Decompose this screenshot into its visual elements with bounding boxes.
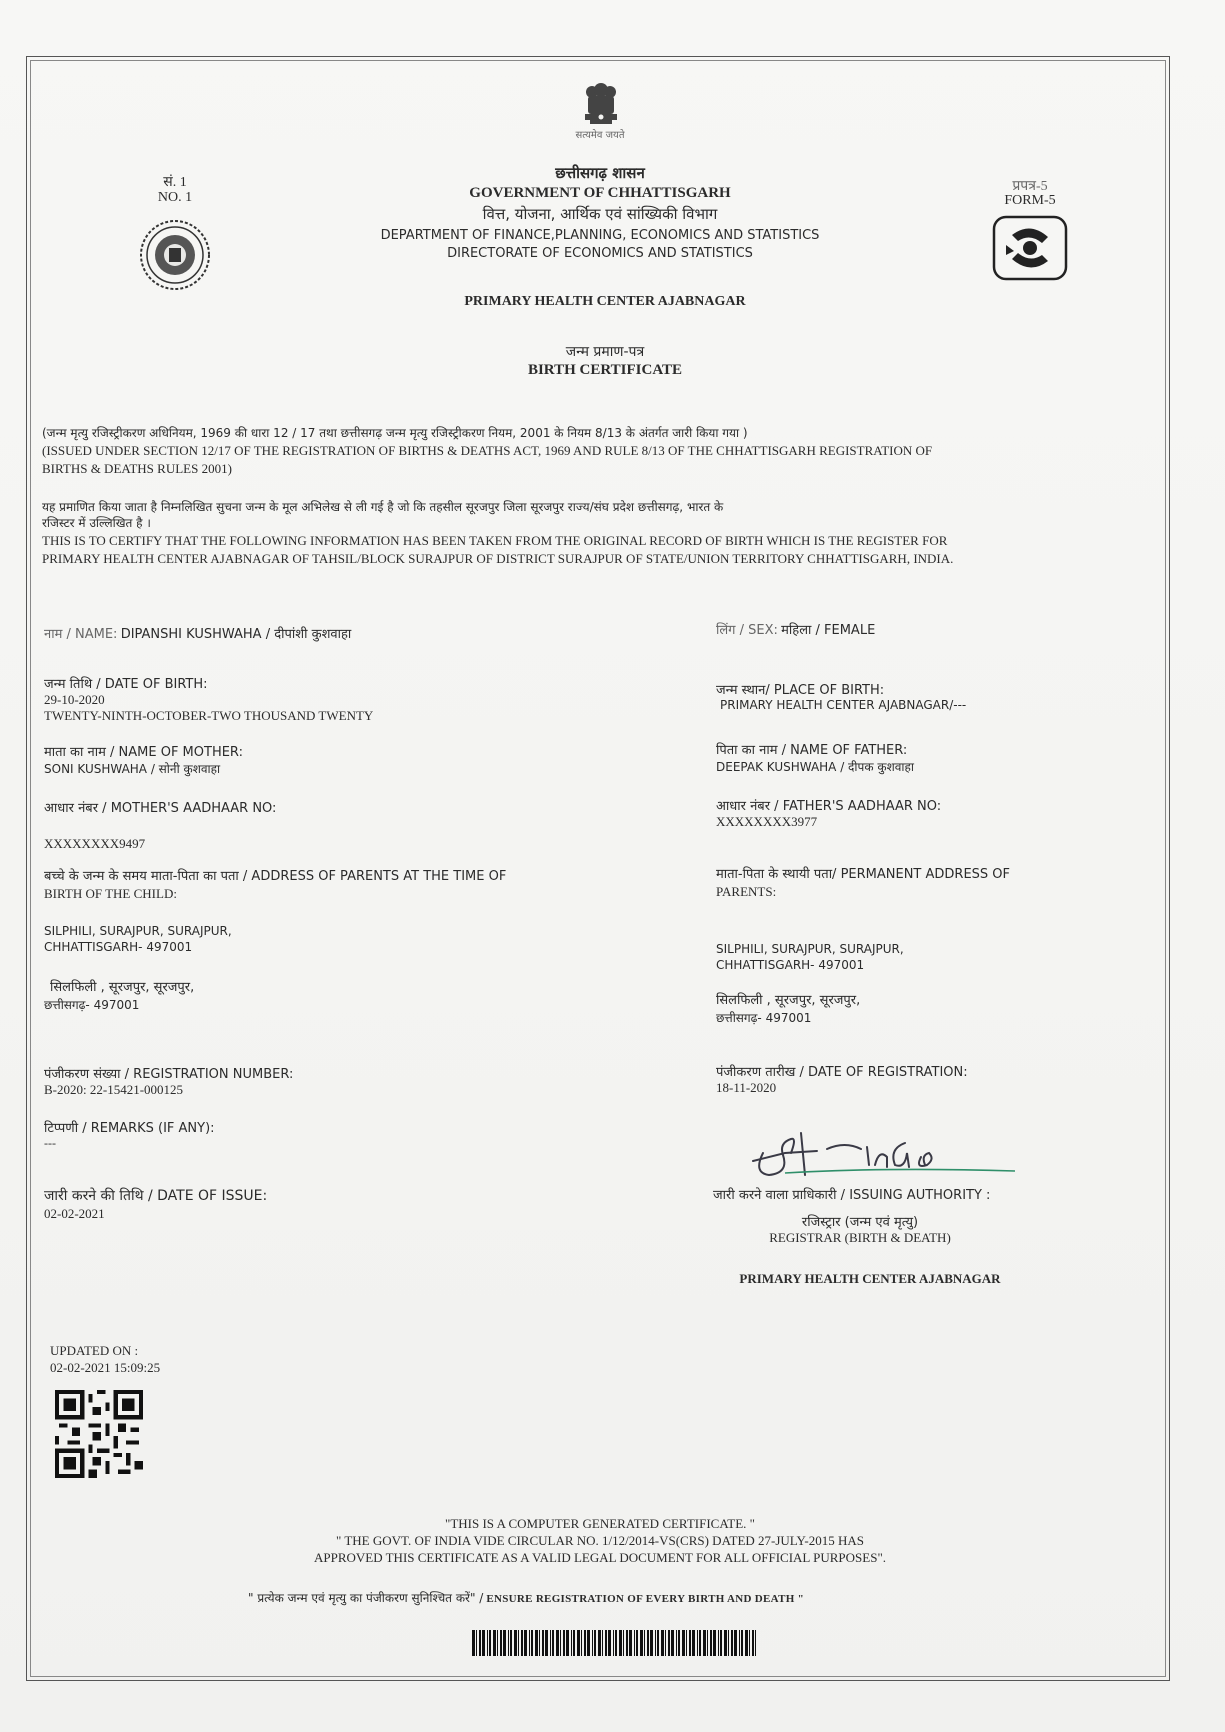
- permanent-address-label-1: माता-पिता के स्थायी पता/ PERMANENT ADDRESS OF: [716, 867, 1011, 882]
- father-name-value: DEEPAK KUSHWAHA / दीपक कुशवाहा: [716, 760, 915, 774]
- child-name-row: [44, 624, 351, 642]
- permanent-address-hi-1: सिलफिली , सूरजपुर, सूरजपुर,: [716, 993, 861, 1008]
- title-english: BIRTH CERTIFICATE: [527, 362, 683, 378]
- footer-computer-generated: "THIS IS A COMPUTER GENERATED CERTIFICATE. ": [445, 1516, 755, 1531]
- dob-words: TWENTY-NINTH-OCTOBER-TWO THOUSAND TWENTY: [44, 708, 374, 723]
- health-center-heading: PRIMARY HEALTH CENTER AJABNAGAR: [464, 294, 746, 309]
- dept-hindi: वित्त, योजना, आर्थिक एवं सांख्यिकी विभाग: [482, 205, 718, 223]
- father-aadhaar-label: आधार नंबर / FATHER'S AADHAAR NO:: [716, 799, 942, 814]
- slogan-hindi: " प्रत्येक जन्म एवं मृत्यु का पंजीकरण सुनिश्चित करें" /: [248, 1591, 484, 1605]
- registration-date-label: पंजीकरण तारीख / DATE OF REGISTRATION:: [716, 1065, 968, 1080]
- updated-on-value: 02-02-2021 15:09:25: [50, 1360, 161, 1375]
- registration-date-value: 18-11-2020: [716, 1080, 777, 1095]
- issued-under-english-1: (ISSUED UNDER SECTION 12/17 OF THE REGISTRATION OF BIRTHS & DEATHS ACT, 1969 AND RULE 8/13 OF THE CHHATTISGARH REGISTRATION OF: [42, 443, 933, 458]
- issued-under-hindi: (जन्म मृत्यु रजिस्ट्रीकरण अधिनियम, 1969 की धारा 12 / 17 तथा छत्तीसगढ़ जन्म मृत्यु रजिस्ट्रीकरण नियम, 2001 के नियम 8/13 के अंतर्गत जारी किया गया ): [42, 426, 748, 440]
- issue-date-value: 02-02-2021: [44, 1206, 105, 1221]
- mother-name-value: SONI KUSHWAHA / सोनी कुशवाहा: [44, 762, 221, 776]
- address-birth-en-2: CHHATTISGARH- 497001: [44, 940, 193, 954]
- permanent-address-en-2: CHHATTISGARH- 497001: [716, 958, 865, 972]
- address-birth-label-2: BIRTH OF THE CHILD:: [44, 886, 177, 901]
- sex-value: महिला / FEMALE: [781, 623, 876, 638]
- footer-approval: APPROVED THIS CERTIFICATE AS A VALID LEGAL DOCUMENT FOR ALL OFFICIAL PURPOSES".: [313, 1550, 887, 1565]
- sex-row: [716, 620, 875, 638]
- chhattisgarh-seal-icon: [135, 218, 215, 292]
- footer-slogan: [248, 1589, 804, 1606]
- govt-english: GOVERNMENT OF CHHATTISGARH: [469, 185, 731, 201]
- sex-label: लिंग / SEX:: [716, 623, 778, 638]
- child-name-value: DIPANSHI KUSHWAHA / दीपांशी कुशवाहा: [120, 627, 352, 642]
- form-no-english: FORM-5: [1004, 193, 1056, 208]
- registrar-hindi: रजिस्ट्रार (जन्म एवं मृत्यु): [801, 1215, 919, 1230]
- slogan-english: ENSURE REGISTRATION OF EVERY BIRTH AND DEATH ": [486, 1593, 805, 1605]
- barcode-icon: [472, 1630, 756, 1656]
- registration-number-label: पंजीकरण संख्या / REGISTRATION NUMBER:: [44, 1067, 294, 1082]
- form-no-hindi: प्रपत्र-5: [1012, 179, 1048, 194]
- certify-hindi-2: रजिस्टर में उल्लिखित है ।: [42, 516, 151, 530]
- updated-on-label: UPDATED ON :: [50, 1343, 139, 1358]
- father-aadhaar-value: XXXXXXXX3977: [716, 814, 818, 829]
- footer-circular: " THE GOVT. OF INDIA VIDE CIRCULAR NO. 1/12/2014-VS(CRS) DATED 27-JULY-2015 HAS: [336, 1533, 864, 1548]
- dept-english: DEPARTMENT OF FINANCE,PLANNING, ECONOMICS AND STATISTICS: [380, 228, 820, 243]
- registrar-english: REGISTRAR (BIRTH & DEATH): [769, 1230, 951, 1245]
- dob-label: जन्म तिथि / DATE OF BIRTH:: [44, 677, 208, 692]
- issue-date-label: जारी करने की तिथि / DATE OF ISSUE:: [44, 1188, 268, 1204]
- serial-no-english: NO. 1: [157, 190, 193, 205]
- emblem-motto: सत्यमेव जयते: [575, 130, 625, 141]
- registrar-center: PRIMARY HEALTH CENTER AJABNAGAR: [739, 1271, 1001, 1286]
- permanent-address-hi-2: छत्तीसगढ़- 497001: [716, 1011, 812, 1025]
- remarks-value: ---: [44, 1136, 56, 1150]
- qr-code-icon: [55, 1390, 143, 1478]
- father-name-label: पिता का नाम / NAME OF FATHER:: [716, 743, 908, 758]
- mother-aadhaar-label: आधार नंबर / MOTHER'S AADHAAR NO:: [44, 801, 277, 816]
- govt-hindi: छत्तीसगढ़ शासन: [555, 164, 645, 182]
- issuing-authority-label: जारी करने वाला प्राधिकारी / ISSUING AUTHORITY :: [713, 1188, 991, 1203]
- certify-hindi-1: यह प्रमाणित किया जाता है निम्नलिखित सुचना जन्म के मूल अभिलेख से ली गई है जो कि तहसील सूरजपुर जिला सूरजपुर राज्य/संघ प्रदेश छत्तीसगढ़, भारत के: [42, 500, 724, 514]
- birth-registration-logo-icon: [992, 215, 1068, 281]
- mother-name-label: माता का नाम / NAME OF MOTHER:: [44, 745, 243, 760]
- place-of-birth-label: जन्म स्थान/ PLACE OF BIRTH:: [716, 683, 885, 698]
- certify-english-2: PRIMARY HEALTH CENTER AJABNAGAR OF TAHSIL/BLOCK SURAJPUR OF DISTRICT SURAJPUR OF STATE/UNION TERRITORY CHHATTISGARH, INDIA.: [42, 551, 954, 566]
- address-birth-hi-1: सिलफिली , सूरजपुर, सूरजपुर,: [50, 980, 195, 995]
- address-birth-en-1: SILPHILI, SURAJPUR, SURAJPUR,: [44, 924, 232, 938]
- serial-no-hindi: सं. 1: [163, 175, 187, 190]
- permanent-address-en-1: SILPHILI, SURAJPUR, SURAJPUR,: [716, 942, 904, 956]
- title-hindi: जन्म प्रमाण-पत्र: [565, 344, 645, 360]
- issued-under-english-2: BIRTHS & DEATHS RULES 2001): [42, 461, 232, 476]
- certify-english-1: THIS IS TO CERTIFY THAT THE FOLLOWING INFORMATION HAS BEEN TAKEN FROM THE ORIGINAL RECORD OF BIRTH WHICH IS THE REGISTER FOR: [42, 533, 948, 548]
- mother-aadhaar-value: XXXXXXXX9497: [44, 836, 146, 851]
- directorate: DIRECTORATE OF ECONOMICS AND STATISTICS: [447, 246, 753, 261]
- registration-number-value: B-2020: 22-15421-000125: [44, 1082, 184, 1097]
- dob-value: 29-10-2020: [44, 692, 105, 707]
- child-name-label: नाम / NAME:: [44, 627, 118, 642]
- permanent-address-label-2: PARENTS:: [716, 884, 777, 899]
- address-birth-hi-2: छत्तीसगढ़- 497001: [44, 998, 140, 1012]
- place-of-birth-value: PRIMARY HEALTH CENTER AJABNAGAR/---: [720, 698, 967, 712]
- remarks-label: टिप्पणी / REMARKS (IF ANY):: [44, 1121, 215, 1136]
- registrar-signature: [745, 1113, 1015, 1183]
- address-birth-label-1: बच्चे के जन्म के समय माता-पिता का पता / ADDRESS OF PARENTS AT THE TIME OF: [44, 869, 507, 884]
